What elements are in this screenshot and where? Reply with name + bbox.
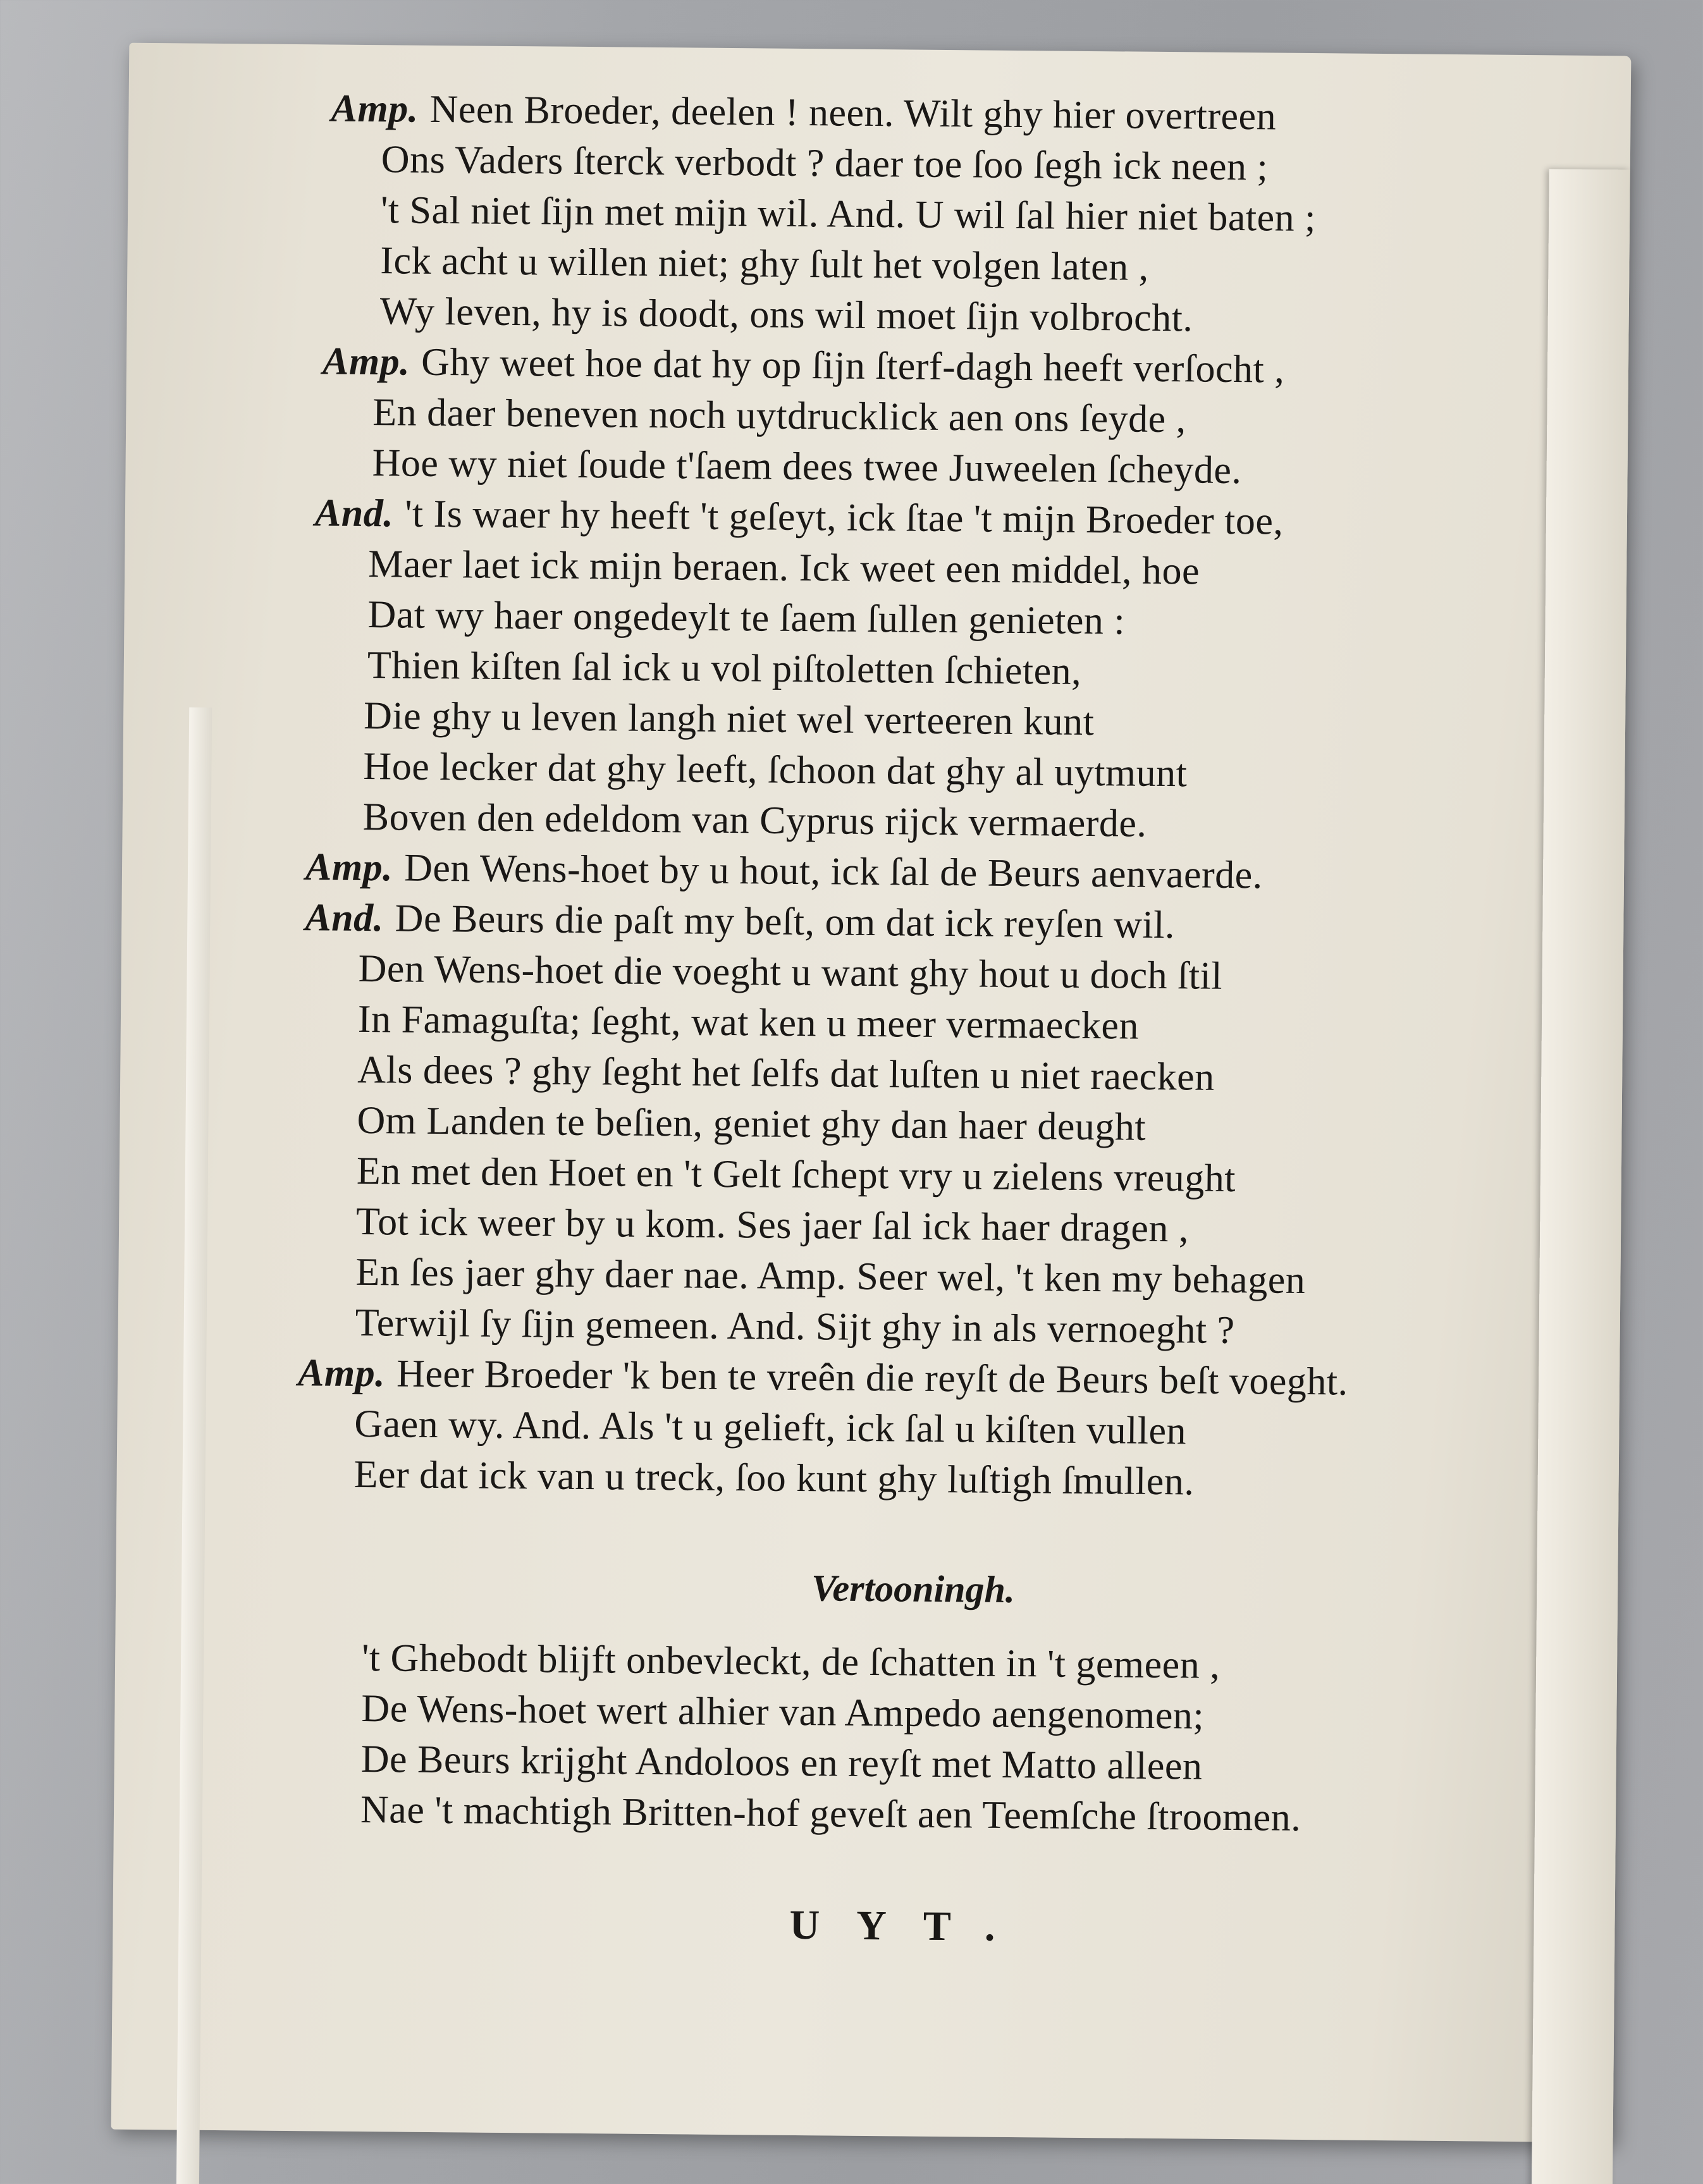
dialogue-line: Terwijl ſy ſijn gemeen. And. Sijt ghy in als vernoeght ? [355,1301,1235,1353]
dialogue-line: In Famaguſta; ſeght, wat ken u meer vermaecken [357,997,1140,1048]
book-page [111,43,1632,2143]
dialogue-line: Boven den edeldom van Cyprus rijck vermaerde. [362,795,1147,845]
finis-mark: UYT. [789,1901,1032,1951]
dialogue-line: Als dees ? ghy ſeght het ſelfs dat luſten u niet raecken [357,1048,1215,1099]
dialogue-line: And. De Beurs die paſt my beſt, om dat ick reyſen wil. [305,896,1176,947]
dialogue-line: Eer dat ick van u treck, ſoo kunt ghy luſtigh ſmullen. [354,1452,1195,1504]
dialogue-line: And. 't Is waer hy heeft 't geſeyt, ick ſtae 't mijn Broeder toe, [314,491,1284,543]
verse-line: De Beurs krijght Andoloos en reyſt met Matto alleen [360,1738,1203,1788]
verse-line: 't Ghebodt blijft onbevleckt, de ſchatten in 't gemeen , [361,1636,1220,1687]
dialogue-line: Amp. Neen Broeder, deelen ! neen. Wilt ghy hier overtreen [331,87,1277,138]
dialogue-line: Maer laet ick mijn beraen. Ick weet een middel, hoe [367,543,1200,593]
verse-line: Nae 't machtigh Britten-hof geveſt aen Teemſche ſtroomen. [360,1788,1301,1839]
dialogue-line: Thien kiſten ſal ick u vol piſtoletten ſchieten, [367,644,1082,693]
dialogue-line: En ſes jaer ghy daer nae. Amp. Seer wel, 't ken my behagen [355,1250,1306,1303]
dialogue-line: 't Sal niet ſijn met mijn wil. And. U wil ſal hier niet baten ; [380,188,1317,240]
dialogue-line: Den Wens-hoet die voeght u want ghy hout u doch ſtil [358,947,1223,998]
dialogue-line: Amp. Ghy weet hoe dat hy op ſijn ſterf-dagh heeft verſocht , [322,340,1285,391]
dialogue-line: Die ghy u leven langh niet wel verteeren kunt [363,694,1095,744]
dialogue-line: Hoe lecker dat ghy leeft, ſchoon dat ghy al uytmunt [363,744,1188,795]
dialogue-line: Amp. Den Wens-hoet by u hout, ick ſal de Beurs aenvaerde. [305,845,1263,897]
text-block [111,43,1632,2143]
dialogue-line: Ick acht u willen niet; ghy ſult het volgen laten , [380,239,1149,289]
dialogue-line: Hoe wy niet ſoude t'ſaem dees twee Juweelen ſcheyde. [372,441,1242,493]
dialogue-line: Wy leven, hy is doodt, ons wil moet ſijn volbrocht. [379,290,1193,340]
dialogue-line: Amp. Heer Broeder 'k ben te vreên die reyſt de Beurs beſt voeght. [297,1351,1348,1404]
dialogue-line: En daer beneven noch uytdrucklick aen ons ſeyde , [372,391,1187,441]
dialogue-line: En met den Hoet en 't Gelt ſchept vry u zielens vreught [356,1149,1236,1201]
verse-line: De Wens-hoet wert alhier van Ampedo aengenomen; [361,1687,1205,1738]
dialogue-line: Dat wy haer ongedeylt te ſaem ſullen genieten : [367,593,1126,643]
dialogue-line: Gaen wy. And. Als 't u gelieft, ick ſal u kiſten vullen [354,1402,1187,1453]
section-heading: Vertooningh. [811,1567,1016,1611]
dialogue-line: Om Landen te beſien, geniet ghy dan haer deught [357,1098,1147,1149]
dialogue-line: Ons Vaders ſterck verbodt ? daer toe ſoo ſegh ick neen ; [381,138,1269,189]
dialogue-line: Tot ick weer by u kom. Ses jaer ſal ick haer dragen , [355,1199,1190,1251]
